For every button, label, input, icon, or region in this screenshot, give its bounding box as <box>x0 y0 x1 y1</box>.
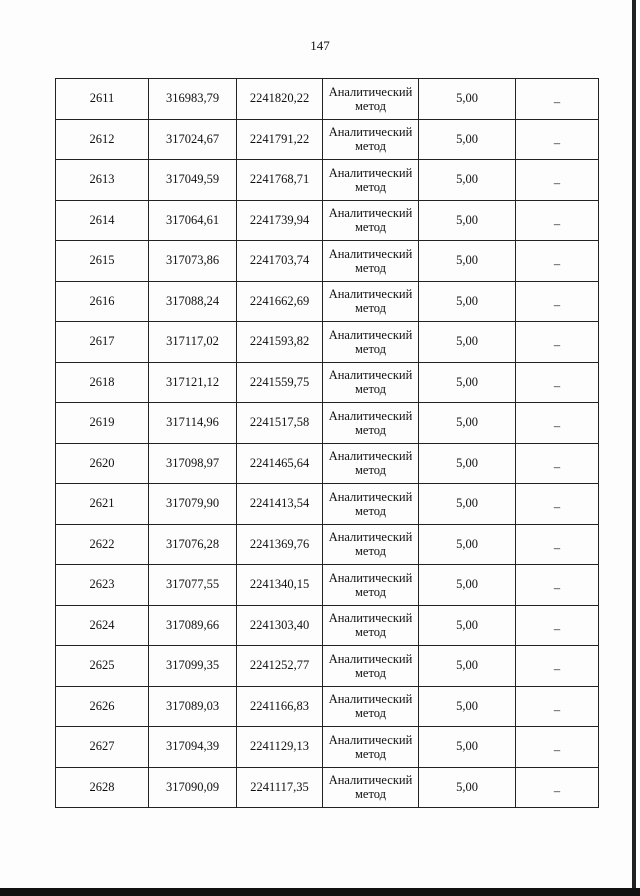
accuracy-cell: 5,00 <box>419 281 516 322</box>
x-coordinate-cell: 317079,90 <box>149 484 237 525</box>
method-line-1: Аналитический <box>328 327 413 342</box>
method-line-1: Аналитический <box>328 246 413 261</box>
method-line-2: метод <box>354 301 386 316</box>
table-row <box>56 686 599 727</box>
note-cell <box>516 484 599 525</box>
method-line-1: Аналитический <box>328 692 413 707</box>
method-cell <box>323 727 419 768</box>
method-line-1: Аналитический <box>328 125 413 140</box>
table-row <box>56 79 599 120</box>
accuracy-cell: 5,00 <box>419 565 516 606</box>
accuracy-cell: 5,00 <box>419 160 516 201</box>
coordinates-table <box>55 78 599 808</box>
note-dash: – <box>553 459 561 474</box>
accuracy-cell: 5,00 <box>419 484 516 525</box>
accuracy-cell: 5,00 <box>419 646 516 687</box>
table-row <box>56 322 599 363</box>
y-coordinate-cell: 2241593,82 <box>237 322 323 363</box>
note-dash: – <box>553 176 561 191</box>
point-number-cell: 2611 <box>56 79 149 120</box>
note-dash: – <box>553 378 561 393</box>
method-cell <box>323 322 419 363</box>
method-line-2: метод <box>354 341 386 356</box>
accuracy-cell: 5,00 <box>419 524 516 565</box>
method-line-2: метод <box>354 98 386 113</box>
x-coordinate-cell: 317073,86 <box>149 241 237 282</box>
method-line-2: метод <box>354 584 386 599</box>
point-number-cell: 2622 <box>56 524 149 565</box>
note-dash: – <box>553 257 561 272</box>
note-cell <box>516 362 599 403</box>
y-coordinate-cell: 2241369,76 <box>237 524 323 565</box>
note-dash: – <box>553 540 561 555</box>
accuracy-cell: 5,00 <box>419 200 516 241</box>
note-dash: – <box>553 662 561 677</box>
note-dash: – <box>553 95 561 110</box>
x-coordinate-cell: 317089,66 <box>149 605 237 646</box>
method-cell <box>323 524 419 565</box>
note-cell <box>516 646 599 687</box>
coordinates-table-body <box>56 79 599 808</box>
accuracy-cell: 5,00 <box>419 767 516 808</box>
note-cell <box>516 686 599 727</box>
method-cell <box>323 362 419 403</box>
accuracy-cell: 5,00 <box>419 605 516 646</box>
note-dash: – <box>553 419 561 434</box>
y-coordinate-cell: 2241340,15 <box>237 565 323 606</box>
point-number-cell: 2624 <box>56 605 149 646</box>
method-cell <box>323 119 419 160</box>
note-dash: – <box>553 297 561 312</box>
x-coordinate-cell: 317064,61 <box>149 200 237 241</box>
point-number-cell: 2614 <box>56 200 149 241</box>
method-line-2: метод <box>354 625 386 640</box>
method-cell <box>323 241 419 282</box>
method-cell <box>323 403 419 444</box>
y-coordinate-cell: 2241303,40 <box>237 605 323 646</box>
note-dash: – <box>553 338 561 353</box>
note-dash: – <box>553 216 561 231</box>
method-line-1: Аналитический <box>328 611 413 626</box>
y-coordinate-cell: 2241166,83 <box>237 686 323 727</box>
method-line-1: Аналитический <box>328 732 413 747</box>
accuracy-cell: 5,00 <box>419 443 516 484</box>
accuracy-cell: 5,00 <box>419 322 516 363</box>
table-row <box>56 200 599 241</box>
y-coordinate-cell: 2241129,13 <box>237 727 323 768</box>
table-row <box>56 605 599 646</box>
method-line-2: метод <box>354 746 386 761</box>
point-number-cell: 2617 <box>56 322 149 363</box>
note-dash: – <box>553 621 561 636</box>
note-cell <box>516 241 599 282</box>
method-line-1: Аналитический <box>328 165 413 180</box>
table-row <box>56 160 599 201</box>
x-coordinate-cell: 317049,59 <box>149 160 237 201</box>
note-dash: – <box>553 500 561 515</box>
x-coordinate-cell: 317089,03 <box>149 686 237 727</box>
point-number-cell: 2616 <box>56 281 149 322</box>
y-coordinate-cell: 2241413,54 <box>237 484 323 525</box>
note-cell <box>516 322 599 363</box>
x-coordinate-cell: 317098,97 <box>149 443 237 484</box>
y-coordinate-cell: 2241517,58 <box>237 403 323 444</box>
point-number-cell: 2626 <box>56 686 149 727</box>
x-coordinate-cell: 317090,09 <box>149 767 237 808</box>
method-line-1: Аналитический <box>328 84 413 99</box>
y-coordinate-cell: 2241465,64 <box>237 443 323 484</box>
point-number-cell: 2612 <box>56 119 149 160</box>
accuracy-cell: 5,00 <box>419 119 516 160</box>
note-cell <box>516 79 599 120</box>
method-line-2: метод <box>354 382 386 397</box>
note-cell <box>516 767 599 808</box>
table-row <box>56 119 599 160</box>
method-cell <box>323 281 419 322</box>
note-cell <box>516 200 599 241</box>
point-number-cell: 2627 <box>56 727 149 768</box>
y-coordinate-cell: 2241559,75 <box>237 362 323 403</box>
x-coordinate-cell: 317076,28 <box>149 524 237 565</box>
x-coordinate-cell: 317121,12 <box>149 362 237 403</box>
accuracy-cell: 5,00 <box>419 79 516 120</box>
note-cell <box>516 605 599 646</box>
y-coordinate-cell: 2241252,77 <box>237 646 323 687</box>
method-line-2: метод <box>354 665 386 680</box>
method-line-2: метод <box>354 139 386 154</box>
method-line-1: Аналитический <box>328 206 413 221</box>
method-line-1: Аналитический <box>328 287 413 302</box>
method-line-2: метод <box>354 463 386 478</box>
point-number-cell: 2621 <box>56 484 149 525</box>
method-line-2: метод <box>354 787 386 802</box>
method-line-2: метод <box>354 706 386 721</box>
point-number-cell: 2613 <box>56 160 149 201</box>
method-line-1: Аналитический <box>328 408 413 423</box>
note-dash: – <box>553 783 561 798</box>
y-coordinate-cell: 2241820,22 <box>237 79 323 120</box>
table-row <box>56 646 599 687</box>
x-coordinate-cell: 317088,24 <box>149 281 237 322</box>
y-coordinate-cell: 2241117,35 <box>237 767 323 808</box>
note-dash: – <box>553 702 561 717</box>
note-dash: – <box>553 581 561 596</box>
method-cell <box>323 484 419 525</box>
table-row <box>56 565 599 606</box>
table-row <box>56 484 599 525</box>
x-coordinate-cell: 317077,55 <box>149 565 237 606</box>
method-cell <box>323 605 419 646</box>
table-row <box>56 241 599 282</box>
scan-edge <box>0 888 640 896</box>
method-line-1: Аналитический <box>328 773 413 788</box>
x-coordinate-cell: 317114,96 <box>149 403 237 444</box>
x-coordinate-cell: 317099,35 <box>149 646 237 687</box>
method-line-2: метод <box>354 422 386 437</box>
note-cell <box>516 443 599 484</box>
note-cell <box>516 119 599 160</box>
note-cell <box>516 524 599 565</box>
y-coordinate-cell: 2241791,22 <box>237 119 323 160</box>
method-line-1: Аналитический <box>328 449 413 464</box>
method-line-2: метод <box>354 503 386 518</box>
y-coordinate-cell: 2241768,71 <box>237 160 323 201</box>
table-row <box>56 727 599 768</box>
table-row <box>56 767 599 808</box>
point-number-cell: 2625 <box>56 646 149 687</box>
point-number-cell: 2618 <box>56 362 149 403</box>
method-cell <box>323 160 419 201</box>
point-number-cell: 2628 <box>56 767 149 808</box>
note-cell <box>516 565 599 606</box>
method-line-1: Аналитический <box>328 651 413 666</box>
point-number-cell: 2620 <box>56 443 149 484</box>
method-line-1: Аналитический <box>328 368 413 383</box>
method-cell <box>323 767 419 808</box>
method-line-2: метод <box>354 544 386 559</box>
method-cell <box>323 443 419 484</box>
point-number-cell: 2623 <box>56 565 149 606</box>
method-cell <box>323 686 419 727</box>
method-cell <box>323 646 419 687</box>
method-cell <box>323 200 419 241</box>
x-coordinate-cell: 317094,39 <box>149 727 237 768</box>
note-dash: – <box>553 135 561 150</box>
accuracy-cell: 5,00 <box>419 403 516 444</box>
y-coordinate-cell: 2241662,69 <box>237 281 323 322</box>
table-row <box>56 281 599 322</box>
method-line-2: метод <box>354 220 386 235</box>
table-row <box>56 443 599 484</box>
method-cell <box>323 565 419 606</box>
method-line-2: метод <box>354 179 386 194</box>
point-number-cell: 2615 <box>56 241 149 282</box>
accuracy-cell: 5,00 <box>419 686 516 727</box>
note-cell <box>516 160 599 201</box>
page-number: 147 <box>310 38 330 53</box>
method-cell <box>323 79 419 120</box>
x-coordinate-cell: 317117,02 <box>149 322 237 363</box>
x-coordinate-cell: 317024,67 <box>149 119 237 160</box>
accuracy-cell: 5,00 <box>419 362 516 403</box>
method-line-2: метод <box>354 260 386 275</box>
method-line-1: Аналитический <box>328 489 413 504</box>
point-number-cell: 2619 <box>56 403 149 444</box>
note-cell <box>516 281 599 322</box>
accuracy-cell: 5,00 <box>419 241 516 282</box>
y-coordinate-cell: 2241703,74 <box>237 241 323 282</box>
table-row <box>56 403 599 444</box>
accuracy-cell: 5,00 <box>419 727 516 768</box>
table-row <box>56 524 599 565</box>
note-dash: – <box>553 743 561 758</box>
x-coordinate-cell: 316983,79 <box>149 79 237 120</box>
note-cell <box>516 403 599 444</box>
method-line-1: Аналитический <box>328 530 413 545</box>
y-coordinate-cell: 2241739,94 <box>237 200 323 241</box>
method-line-1: Аналитический <box>328 570 413 585</box>
table-row <box>56 362 599 403</box>
note-cell <box>516 727 599 768</box>
